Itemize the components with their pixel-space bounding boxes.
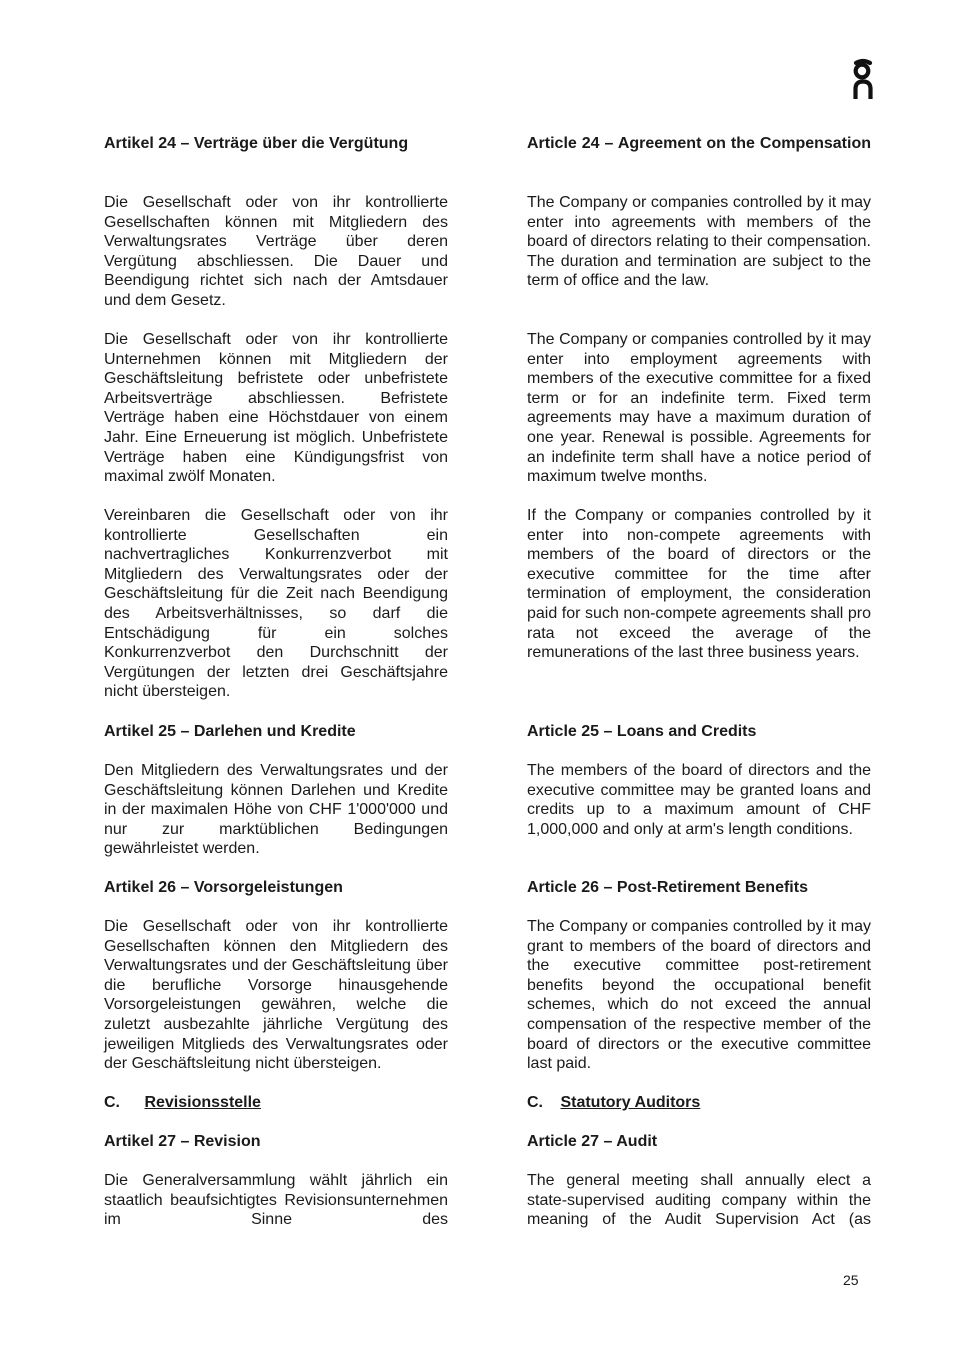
art24-p3-en: If the Company or companies controlled by it enter into non-compete agreements with members of the board of directors or the executive committee for the time after termination of employment, the consideration paid for such non-compete agreements shall pro rata not exceed the average of the remunerations of the last three business years. [527, 507, 871, 662]
art26-title-de: Artikel 26 – Vorsorgeleistungen [104, 879, 343, 896]
art27-title-en: Article 27 – Audit [527, 1133, 658, 1150]
art26-title-en: Article 26 – Post-Retirement Benefits [527, 879, 808, 896]
art25-p1-de: Den Mitgliedern des Verwaltungsrates und der Geschäftsleitung können Darlehen und Kredite in der maximalen Höhe von CHF 1'000'000 und nur zur marktüblichen Bedingungen gewährleistet werden. [104, 762, 448, 858]
section-c-heading-de [104, 1093, 448, 1113]
art24-title-de: Artikel 24 – Verträge über die Vergütung [104, 135, 409, 152]
section-c-title-de: Revisionsstelle [144, 1094, 261, 1111]
section-c-title-en: Statutory Auditors [560, 1094, 701, 1111]
art25-title-de: Artikel 25 – Darlehen und Kredite [104, 723, 356, 740]
art24-p2-en: The Company or companies controlled by it may enter into employment agreements with members of the executive committee for a fixed term or for an indefinite term. Fixed term agreements may have a maximum duration of one year. Renewal is possible. Agreements for an indefinite term shall have a notice period of maximum twelve months. [527, 331, 871, 486]
page-number: 25 [843, 1272, 859, 1288]
art24-p2-de: Die Gesellschaft oder von ihr kontrollierte Unternehmen können mit Mitgliedern der Geschäftsleitung befristete oder unbefristete Arbeitsverträge abschliessen. Befristete Verträge haben eine Höchstdauer von einem Jahr. Eine Erneuerung ist möglich. Unbefristete Verträge haben eine Kündigungsfrist von maximal zwölf Monaten. [104, 331, 448, 486]
art27-title-de: Artikel 27 – Revision [104, 1133, 261, 1150]
section-c-heading-en [527, 1093, 871, 1113]
art27-p1-de: Die Generalversammlung wählt jährlich ein staatlich beaufsichtigtes Revisionsunternehmen im Sinne des [104, 1172, 448, 1229]
on-logo-icon [850, 58, 876, 100]
art26-p1-de: Die Gesellschaft oder von ihr kontrollierte Gesellschaften können den Mitgliedern des Verwaltungsrates und der Geschäftsleitung über die berufliche Vorsorge hinausgehende Vorsorgeleistungen gewähren, welche die zuletzt ausbezahlte jährliche Vergütung des jeweiligen Mitglieds des Verwaltungsrates oder der Geschäftsleitung nicht übersteigen. [104, 918, 448, 1073]
art24-p1-de: Die Gesellschaft oder von ihr kontrollierte Gesellschaften können mit Mitgliedern des Verwaltungsrates Verträge über deren Vergütung abschliessen. Die Dauer und Beendigung richtet sich nach der Amtsdauer und dem Gesetz. [104, 194, 448, 309]
art26-p1-en: The Company or companies controlled by it may grant to members of the board of directors and the executive committee post-retirement benefits beyond the occupational benefit schemes, which do not exceed the annual compensation of the respective member of the board of directors or the executive committee last paid. [527, 918, 871, 1073]
section-c-letter-de: C. [104, 1094, 120, 1111]
art27-p1-en: The general meeting shall annually elect a state-supervised auditing company within the meaning of the Audit Supervision Act (as [527, 1172, 871, 1229]
art25-title-en: Article 25 – Loans and Credits [527, 723, 757, 740]
art25-p1-en: The members of the board of directors and the executive committee may be granted loans and credits up to a maximum amount of CHF 1,000,000 and only at arm's length conditions. [527, 762, 871, 838]
art24-p1-en: The Company or companies controlled by it may enter into agreements with members of the board of directors relating to their compensation. The duration and termination are subject to the term of office and the law. [527, 194, 871, 290]
art24-p3-de: Vereinbaren die Gesellschaft oder von ihr kontrollierte Gesellschaften ein nachvertragliches Konkurrenzverbot mit Mitgliedern des Verwaltungsrates oder der Geschäftsleitung für die Zeit nach Beendigung des Arbeitsverhältnisses, so darf die Entschädigung für ein solches Konkurrenzverbot den Durchschnitt der Vergütungen der letzten drei Geschäftsjahre nicht übersteigen. [104, 507, 448, 701]
art24-title-en: Article 24 – Agreement on the Compensation [527, 135, 871, 152]
section-c-letter-en: C. [527, 1094, 543, 1111]
